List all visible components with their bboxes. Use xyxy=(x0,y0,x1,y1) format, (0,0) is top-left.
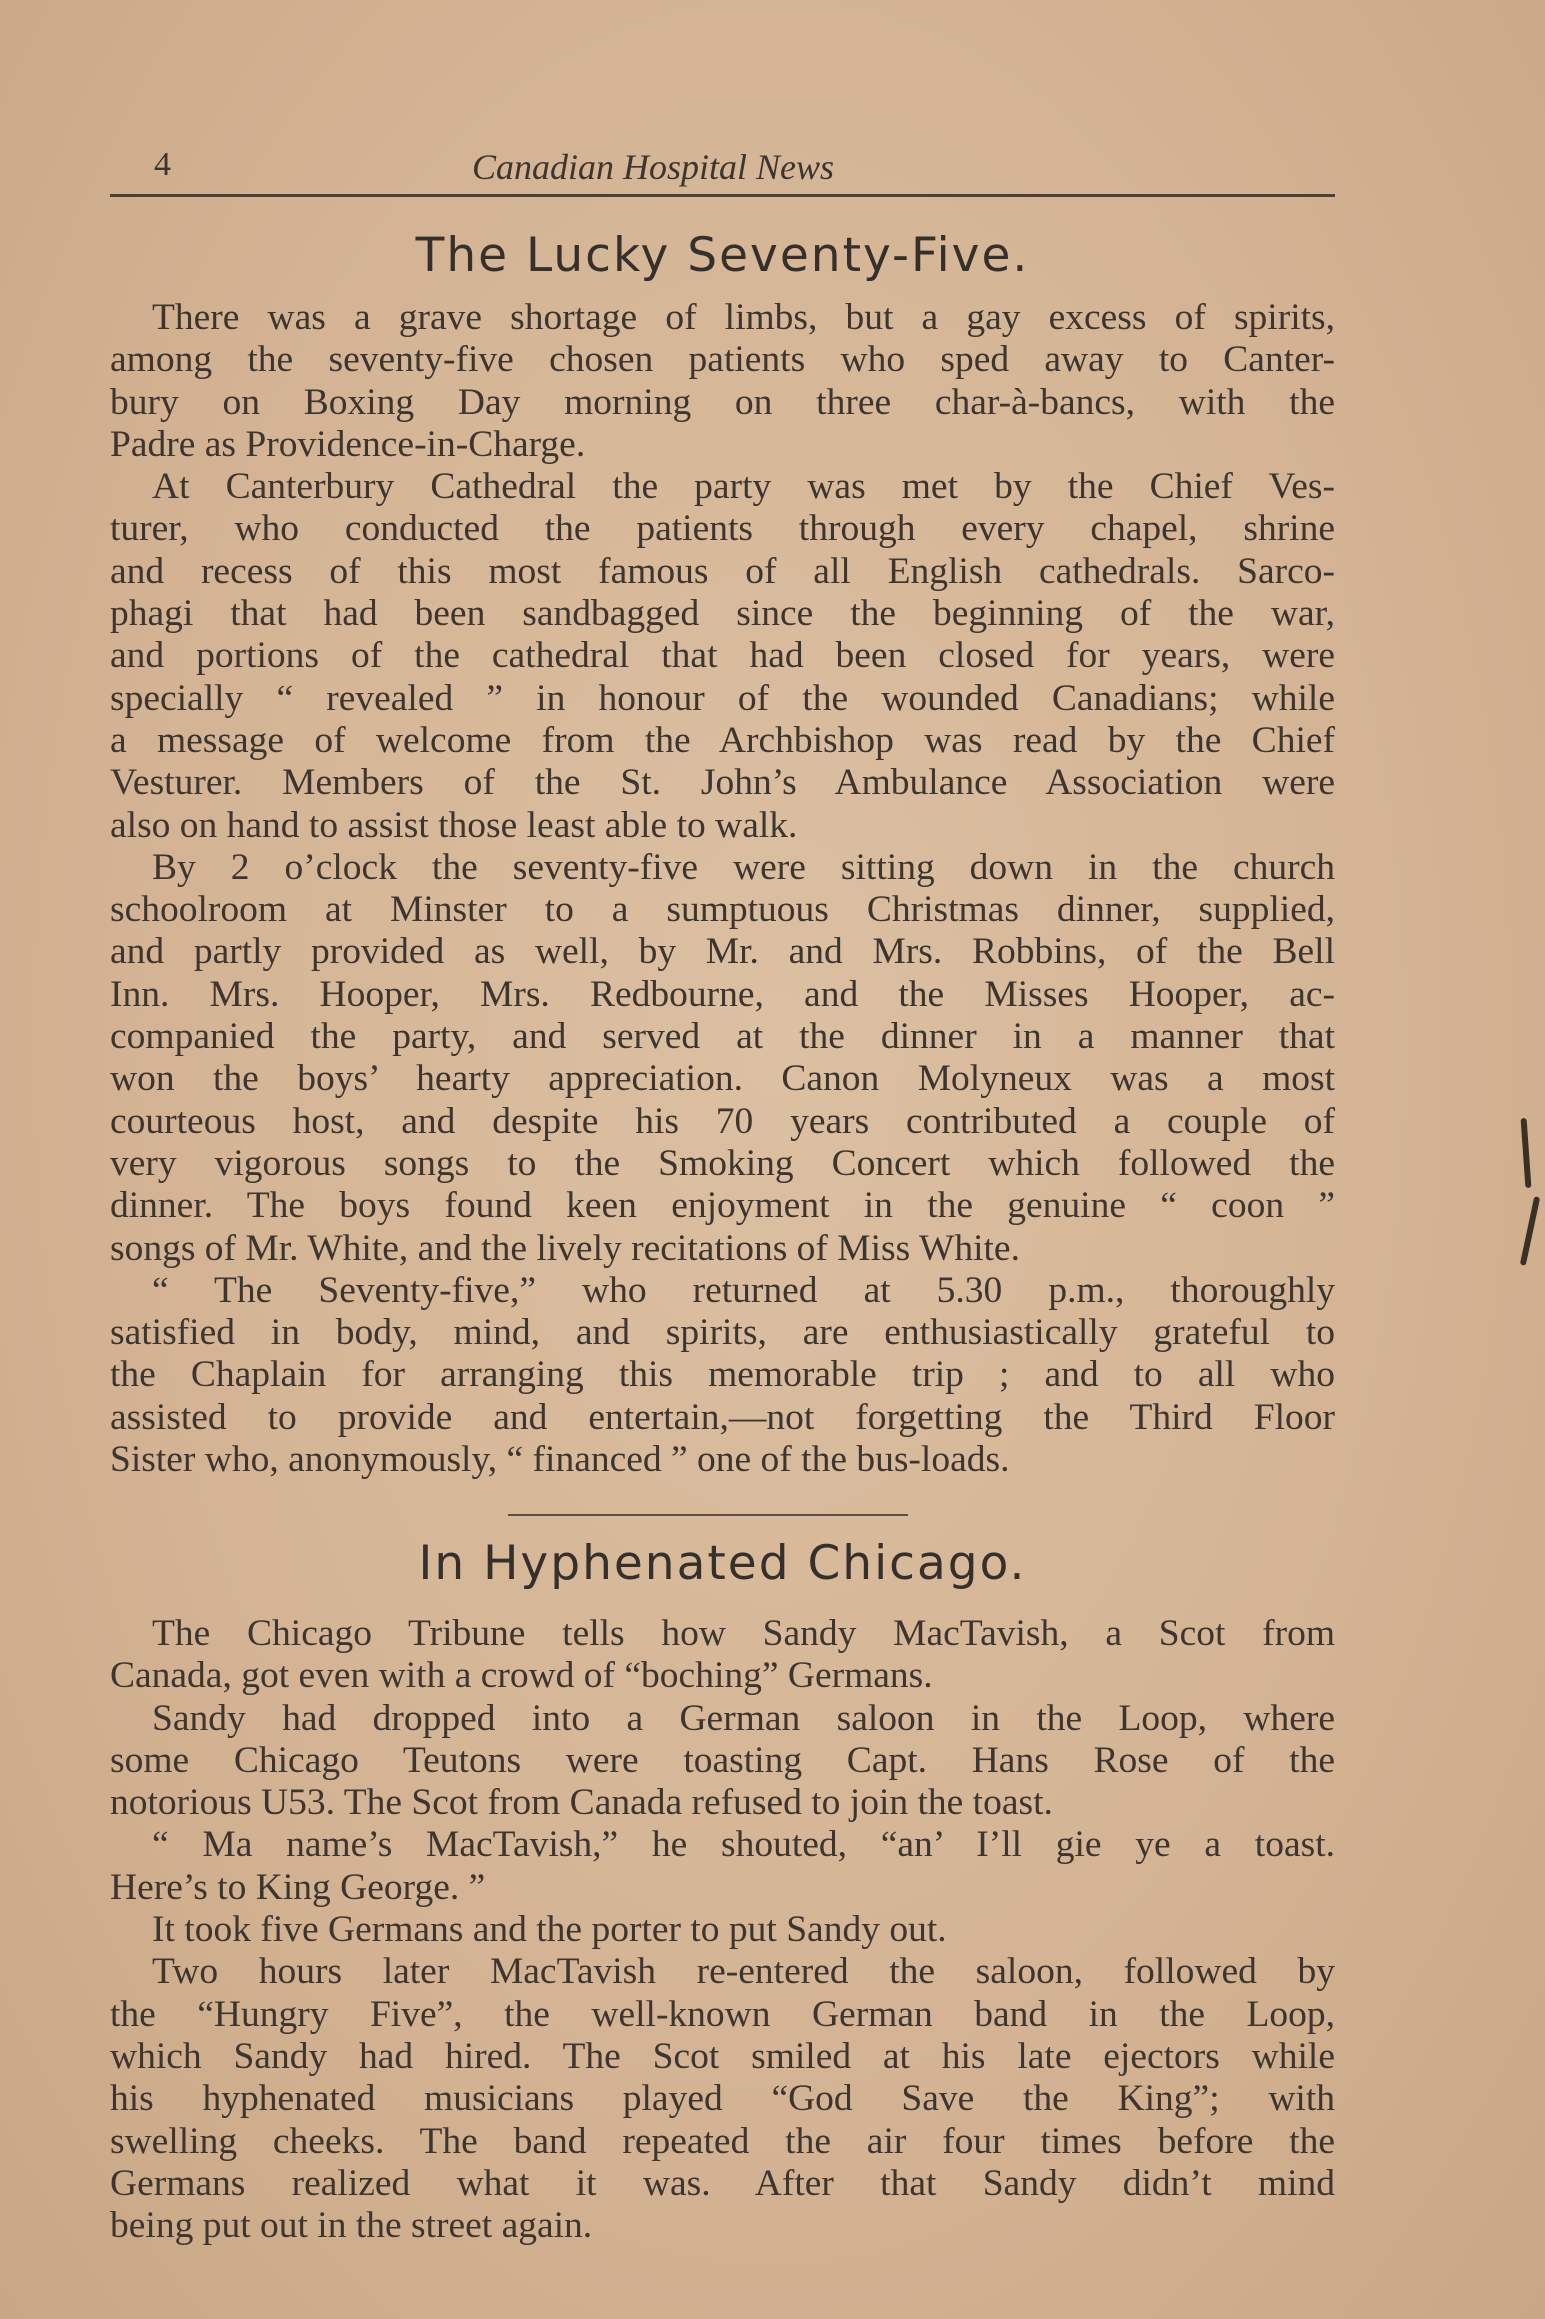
text-line: “ The Seventy-five,” who returned at 5.30 p.m., thoroughly xyxy=(152,1269,1335,1311)
text-line: the “Hungry Five”, the well-known German band in the Loop, xyxy=(110,1993,1335,2035)
text-line: notorious U53. The Scot from Canada refused to join the toast. xyxy=(110,1782,1053,1824)
text-line: The Chicago Tribune tells how Sandy MacTavish, a Scot from xyxy=(152,1613,1335,1654)
text-line: some Chicago Teutons were toasting Capt. Hans Rose of the xyxy=(110,1739,1335,1781)
article-body-lucky-seventy-five xyxy=(110,297,1335,1481)
text-line: won the boys’ hearty appreciation. Canon Molyneux was a most xyxy=(110,1058,1335,1100)
text-line: “ Ma name’s MacTavish,” he shouted, “an’ I’ll gie ye a toast. xyxy=(152,1824,1335,1866)
text-line: satisfied in body, mind, and spirits, are enthusiastically grateful to xyxy=(110,1312,1335,1354)
text-line: Here’s to King George. ” xyxy=(110,1866,486,1908)
text-line: a message of welcome from the Archbishop was read by the Chief xyxy=(110,719,1335,761)
text-line: very vigorous songs to the Smoking Concert which followed the xyxy=(110,1142,1335,1184)
text-line: and recess of this most famous of all English cathedrals. Sarco- xyxy=(110,550,1335,592)
text-line: Padre as Providence-in-Charge. xyxy=(110,423,586,465)
text-line: among the seventy-five chosen patients who sped away to Canter- xyxy=(110,339,1335,381)
text-line: being put out in the street again. xyxy=(110,2205,593,2247)
text-line: swelling cheeks. The band repeated the air four times before the xyxy=(110,2120,1335,2162)
text-line: companied the party, and served at the dinner in a manner that xyxy=(110,1016,1335,1058)
text-line: At Canterbury Cathedral the party was met by the Chief Ves- xyxy=(152,466,1335,508)
text-line: also on hand to assist those least able to walk. xyxy=(110,804,798,846)
article-body-hyphenated-chicago xyxy=(110,1613,1335,2247)
text-line: turer, who conducted the patients through every chapel, shrine xyxy=(110,508,1335,550)
text-line: which Sandy had hired. The Scot smiled at his late ejectors while xyxy=(110,2035,1335,2077)
running-head xyxy=(110,142,1335,197)
page-number: 4 xyxy=(154,146,171,183)
text-line: phagi that had been sandbagged since the beginning of the war, xyxy=(110,593,1335,635)
section-divider xyxy=(508,1514,908,1516)
article-title-lucky-seventy-five: The Lucky Seventy-Five. xyxy=(415,228,1030,283)
text-line: his hyphenated musicians played “God Save the King”; with xyxy=(110,2078,1335,2120)
text-line: Inn. Mrs. Hooper, Mrs. Redbourne, and the Misses Hooper, ac- xyxy=(110,973,1335,1015)
text-line: schoolroom at Minster to a sumptuous Christmas dinner, supplied, xyxy=(110,889,1335,931)
text-line: bury on Boxing Day morning on three char-à-bancs, with the xyxy=(110,381,1335,423)
text-line: dinner. The boys found keen enjoyment in the genuine “ coon ” xyxy=(110,1185,1335,1227)
margin-pencil-mark xyxy=(1520,1196,1540,1266)
text-line: and partly provided as well, by Mr. and Mrs. Robbins, of the Bell xyxy=(110,931,1335,973)
text-line: courteous host, and despite his 70 years contributed a couple of xyxy=(110,1100,1335,1142)
text-line: It took five Germans and the porter to put Sandy out. xyxy=(152,1909,947,1951)
text-line: Canada, got even with a crowd of “boching” Germans. xyxy=(110,1655,933,1697)
text-line: Germans realized what it was. After that Sandy didn’t mind xyxy=(110,2162,1335,2204)
journal-title: Canadian Hospital News xyxy=(472,147,835,187)
text-line: Two hours later MacTavish re-entered the saloon, followed by xyxy=(152,1951,1335,1993)
article-title-hyphenated-chicago: In Hyphenated Chicago. xyxy=(418,1536,1027,1591)
text-line: Vesturer. Members of the St. John’s Ambulance Association were xyxy=(110,762,1335,804)
text-line: songs of Mr. White, and the lively recitations of Miss White. xyxy=(110,1227,1020,1269)
text-line: assisted to provide and entertain,—not forgetting the Third Floor xyxy=(110,1396,1335,1438)
text-line: specially “ revealed ” in honour of the wounded Canadians; while xyxy=(110,677,1335,719)
text-line: the Chaplain for arranging this memorable trip ; and to all who xyxy=(110,1354,1335,1396)
text-line: By 2 o’clock the seventy-five were sitting down in the church xyxy=(152,846,1335,888)
text-line: Sandy had dropped into a German saloon in the Loop, where xyxy=(152,1697,1335,1739)
text-line: There was a grave shortage of limbs, but a gay excess of spirits, xyxy=(152,297,1335,338)
margin-pencil-mark xyxy=(1521,1118,1532,1188)
text-line: and portions of the cathedral that had been closed for years, were xyxy=(110,635,1335,677)
text-line: Sister who, anonymously, “ financed ” one of the bus-loads. xyxy=(110,1439,1010,1481)
